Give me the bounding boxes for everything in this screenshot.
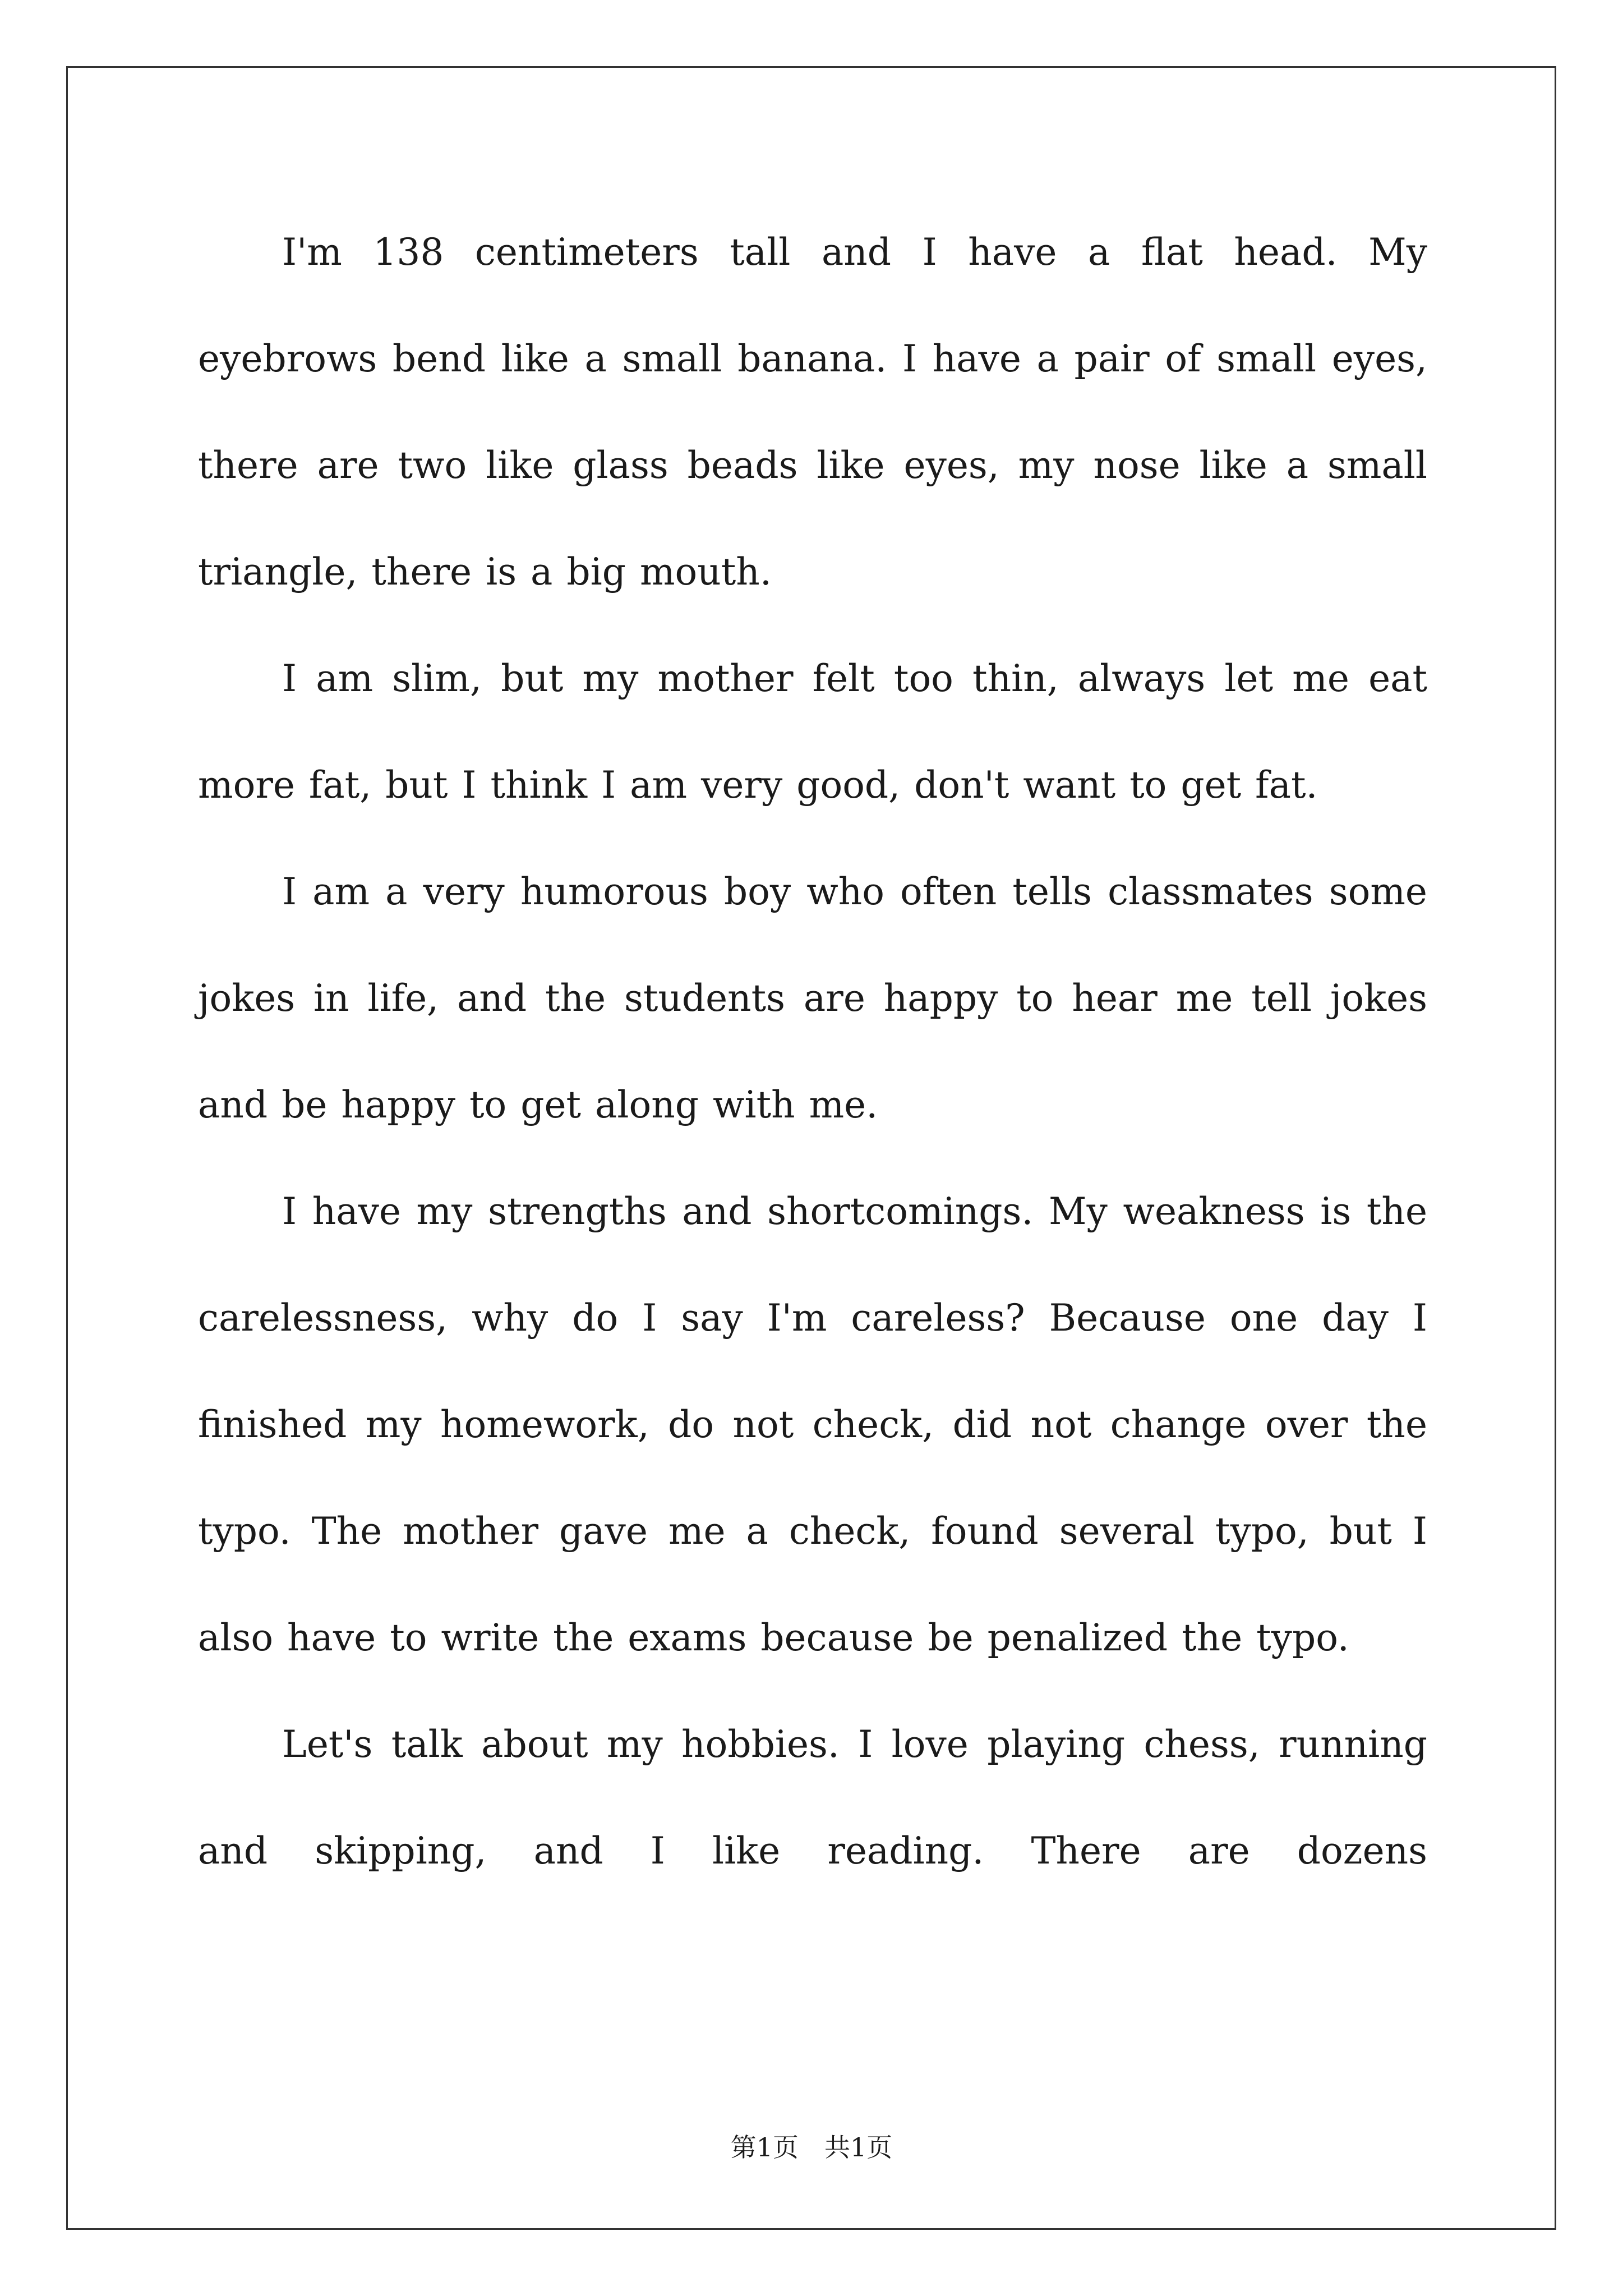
paragraph-1: I'm 138 centimeters tall and I have a flat head. My eyebrows bend like a small banana. I have a pair of small eyes, there are two like glass beads like eyes, my nose like a small triangle, there is a big mouth. — [198, 231, 1427, 593]
paragraph-5: Let's talk about my hobbies. I love playing chess, running and skipping, and I like reading. There are dozens — [198, 1723, 1427, 1872]
page-footer: 第1页 共1页 — [730, 2132, 893, 2162]
document-body — [198, 199, 1427, 1904]
paragraph-2: I am slim, but my mother felt too thin, always let me eat more fat, but I think I am very good, don't want to get fat. — [198, 657, 1427, 807]
paragraph-3: I am a very humorous boy who often tells classmates some jokes in life, and the students are happy to hear me tell jokes and be happy to get along with me. — [198, 870, 1427, 1126]
paragraph-4: I have my strengths and shortcomings. My weakness is the carelessness, why do I say I'm careless? Because one day I finished my homework, do not check, did not change over the typo. The mother gave me a check, found several typo, but I also have to write the exams because be penalized the typo. — [198, 1190, 1427, 1659]
